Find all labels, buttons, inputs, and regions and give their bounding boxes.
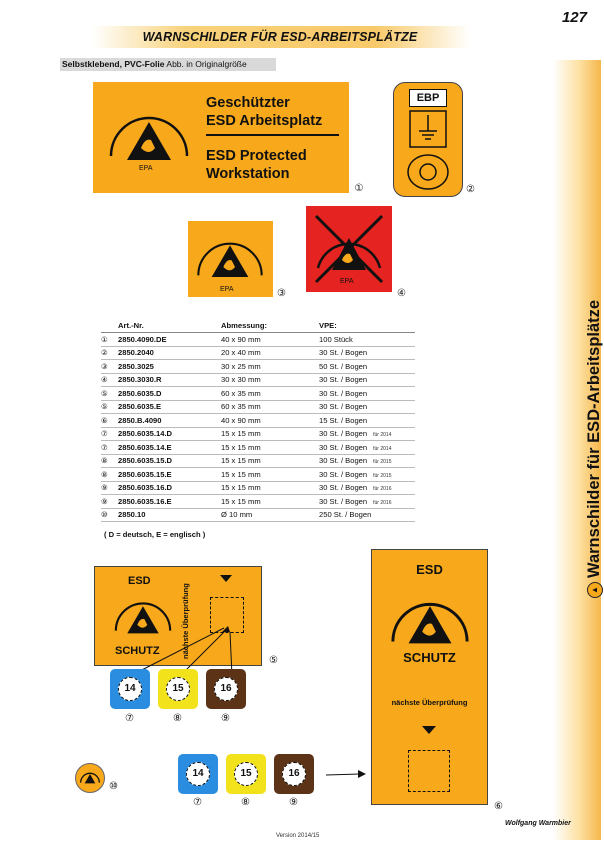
- table-row: [101, 481, 415, 495]
- article-number: [118, 360, 221, 374]
- inspection-sticker: [158, 669, 198, 709]
- vpe: [319, 346, 415, 360]
- sticker-number: ⑦: [193, 797, 202, 808]
- header-title: WARNSCHILDER FÜR ESD-ARBEITSPLÄTZE: [142, 30, 418, 44]
- sign-5-top: ESD: [128, 575, 151, 587]
- article-number-text: 2850.6035.E: [118, 402, 162, 412]
- row-number-text: ②: [101, 348, 108, 358]
- table-row: [101, 373, 415, 387]
- num-6: ⑥: [494, 801, 503, 812]
- dimension-text: 15 x 15 mm: [221, 469, 261, 479]
- sign-4-epa: EPA: [340, 278, 354, 285]
- num-5: ⑤: [269, 655, 278, 666]
- sticker-year: 15: [172, 683, 184, 694]
- dimension: [221, 373, 319, 387]
- sign-6: [371, 549, 488, 805]
- article-number-text: 2850.6035.15.D: [118, 456, 173, 466]
- row-number-text: ⑥: [101, 415, 108, 425]
- sticker-clock-ring: [166, 677, 190, 701]
- vpe: [319, 454, 415, 468]
- sticker-number: ⑦: [125, 713, 134, 724]
- sign-1-line1: Geschützter: [206, 95, 290, 111]
- sticker-year: 14: [192, 768, 204, 779]
- dimension: [221, 481, 319, 495]
- article-number: [118, 441, 221, 455]
- dimension-text: 30 x 30 mm: [221, 375, 261, 385]
- row-number-text: ⑨: [101, 483, 108, 493]
- article-number-text: 2850.6035.14.E: [118, 442, 172, 452]
- article-number-text: 2850.3025: [118, 361, 154, 371]
- table-header: [101, 320, 118, 333]
- dimension: [221, 387, 319, 401]
- vpe-text: 250 St. / Bogen: [319, 510, 372, 520]
- dimension: [221, 346, 319, 360]
- vpe: [319, 333, 415, 347]
- row-number: [101, 454, 118, 468]
- subheader-normal: Abb. in Originalgröße: [166, 59, 247, 69]
- article-number: [118, 346, 221, 360]
- sticker-clock-ring: [282, 762, 306, 786]
- row-number-text: ④: [101, 375, 108, 385]
- version-text: Version 2014/15: [276, 833, 320, 839]
- table-header: Art.-Nr.: [118, 320, 221, 333]
- dimension: [221, 400, 319, 414]
- num-2: ②: [466, 184, 475, 195]
- vpe-text: 30 St. / Bogen: [319, 456, 368, 466]
- vpe-text: 30 St. / Bogen: [319, 429, 368, 439]
- article-number-text: 2850.4090.DE: [118, 334, 167, 344]
- row-number-text: ①: [101, 334, 108, 344]
- inspection-sticker: [206, 669, 246, 709]
- subheader: [62, 59, 247, 69]
- row-number-text: ⑤: [101, 402, 108, 412]
- row-number-text: ③: [101, 361, 108, 371]
- article-number-text: 2850.10: [118, 510, 146, 520]
- sign-4: [306, 206, 392, 292]
- dimension-text: 40 x 90 mm: [221, 415, 261, 425]
- vpe-text: 30 St. / Bogen: [319, 469, 368, 479]
- row-number: [101, 387, 118, 401]
- sign-3-epa: EPA: [220, 286, 234, 293]
- sticker-number: ⑨: [289, 797, 298, 808]
- sign-5-vertical: nächste Überprüfung: [181, 583, 190, 659]
- sign-2: [393, 82, 463, 197]
- row-number: [101, 400, 118, 414]
- dimension: [221, 454, 319, 468]
- row-number: [101, 414, 118, 428]
- article-number-text: 2850.6035.14.D: [118, 429, 173, 439]
- article-number: [118, 400, 221, 414]
- round-sticker-10: [75, 763, 105, 793]
- sticker-year: 14: [124, 683, 136, 694]
- sticker-year: 16: [288, 768, 300, 779]
- year-note: für 2014: [373, 432, 392, 439]
- sticker-year: 15: [240, 768, 252, 779]
- dimension: [221, 333, 319, 347]
- num-3: ③: [277, 288, 286, 299]
- sign-1-divider: [206, 134, 339, 136]
- row-number-text: ⑧: [101, 456, 108, 466]
- article-number-text: 2850.6035.16.E: [118, 496, 172, 506]
- side-title-text: Warnschilder für ESD-Arbeitsplätze: [585, 299, 603, 578]
- dimension-text: 15 x 15 mm: [221, 456, 261, 466]
- epa-symbol-icon: [76, 764, 104, 792]
- vpe-text: 100 Stück: [319, 334, 353, 344]
- row-number: [101, 495, 118, 509]
- num-1: ①: [354, 183, 364, 194]
- vpe-text: 15 St. / Bogen: [319, 415, 368, 425]
- table-row: [101, 427, 415, 441]
- table-row: [101, 468, 415, 482]
- row-number: [101, 468, 118, 482]
- year-note: für 2016: [373, 486, 392, 493]
- dimension: [221, 495, 319, 509]
- year-note: für 2016: [373, 499, 392, 506]
- sign-2-label: EBP: [409, 89, 447, 107]
- sticker-clock-ring: [186, 762, 210, 786]
- article-number: [118, 468, 221, 482]
- article-number: [118, 373, 221, 387]
- dimension-text: 15 x 15 mm: [221, 496, 261, 506]
- sticker-number: ⑧: [241, 797, 250, 808]
- vpe-text: 30 St. / Bogen: [319, 402, 368, 412]
- table-row: [101, 333, 415, 347]
- vpe-text: 30 St. / Bogen: [319, 375, 368, 385]
- socket-icon: [406, 153, 450, 191]
- table-header: VPE:: [319, 320, 415, 333]
- row-number: [101, 481, 118, 495]
- ground-icon: [408, 109, 448, 149]
- year-note: für 2014: [373, 445, 392, 452]
- sign-1-epa: EPA: [139, 165, 153, 172]
- sticker-placeholder: [408, 750, 450, 792]
- sticker-number: ⑧: [173, 713, 182, 724]
- sign-6-bottom: SCHUTZ: [403, 650, 456, 665]
- epa-symbol-icon: [195, 227, 265, 287]
- sign-1: [93, 82, 349, 193]
- vpe-text: 50 St. / Bogen: [319, 361, 368, 371]
- vpe: [319, 373, 415, 387]
- article-number: [118, 454, 221, 468]
- row-number: [101, 373, 118, 387]
- sign-6-check: nächste Überprüfung: [391, 698, 468, 707]
- table-row: [101, 387, 415, 401]
- table-header-row: [101, 320, 415, 333]
- vpe: [319, 360, 415, 374]
- row-number: [101, 333, 118, 347]
- dimension-text: 30 x 25 mm: [221, 361, 261, 371]
- epa-prohibited-icon: [312, 212, 386, 286]
- dimension-text: 15 x 15 mm: [221, 429, 261, 439]
- article-number: [118, 481, 221, 495]
- subheader-bold: Selbstklebend, PVC-Folie: [62, 59, 165, 69]
- article-number: [118, 387, 221, 401]
- vpe: [319, 414, 415, 428]
- article-number-text: 2850.2040: [118, 348, 154, 358]
- table-row: [101, 508, 415, 522]
- dimension-text: 15 x 15 mm: [221, 442, 261, 452]
- triangle-down-icon: [422, 726, 436, 734]
- vpe-text: 30 St. / Bogen: [319, 348, 368, 358]
- sticker-year: 16: [220, 683, 232, 694]
- vpe-text: 30 St. / Bogen: [319, 496, 368, 506]
- sticker-number: ⑨: [221, 713, 230, 724]
- dimension: [221, 414, 319, 428]
- num-10: ⑩: [109, 781, 118, 792]
- sign-3: [188, 221, 273, 297]
- table-row: [101, 454, 415, 468]
- article-number: [118, 495, 221, 509]
- sign-1-line4: Workstation: [206, 166, 290, 182]
- table-row: [101, 495, 415, 509]
- dimension: [221, 468, 319, 482]
- dimension: [221, 508, 319, 522]
- inspection-sticker: [274, 754, 314, 794]
- sign-6-top: ESD: [416, 562, 443, 577]
- table-row: [101, 414, 415, 428]
- dimension: [221, 360, 319, 374]
- row-number: [101, 427, 118, 441]
- vpe: [319, 400, 415, 414]
- num-4: ④: [397, 288, 406, 299]
- dimension-text: 20 x 40 mm: [221, 348, 261, 358]
- row-number-text: ⑩: [101, 510, 108, 520]
- table-row: [101, 400, 415, 414]
- vpe: [319, 468, 415, 482]
- side-title: [585, 300, 604, 598]
- inspection-sticker: [226, 754, 266, 794]
- inspection-sticker: [178, 754, 218, 794]
- table-header: Abmessung:: [221, 320, 319, 333]
- dimension-text: 40 x 90 mm: [221, 334, 261, 344]
- row-number-text: ⑧: [101, 469, 108, 479]
- article-number-text: 2850.6035.15.E: [118, 469, 172, 479]
- vpe-text: 30 St. / Bogen: [319, 442, 368, 452]
- year-note: für 2015: [373, 472, 392, 479]
- sticker-clock-ring: [214, 677, 238, 701]
- row-number-text: ⑤: [101, 388, 108, 398]
- row-number: [101, 346, 118, 360]
- dimension: [221, 427, 319, 441]
- vpe: [319, 508, 415, 522]
- side-esd-icon: ▲: [587, 582, 603, 598]
- article-number-text: 2850.6035.16.D: [118, 483, 173, 493]
- article-number-text: 2850.B.4090: [118, 415, 162, 425]
- vpe: [319, 427, 415, 441]
- vpe-text: 30 St. / Bogen: [319, 483, 368, 493]
- dimension-text: Ø 10 mm: [221, 510, 253, 520]
- sticker-clock-ring: [118, 677, 142, 701]
- page-number: 127: [561, 9, 587, 26]
- brand-logo: [505, 820, 571, 827]
- vpe: [319, 495, 415, 509]
- vpe: [319, 441, 415, 455]
- row-number-text: ⑦: [101, 429, 108, 439]
- row-number-text: ⑦: [101, 442, 108, 452]
- sticker-clock-ring: [234, 762, 258, 786]
- sign-5-bottom: SCHUTZ: [115, 645, 160, 657]
- table-row: [101, 441, 415, 455]
- article-number: [118, 333, 221, 347]
- row-number: [101, 508, 118, 522]
- row-number-text: ⑨: [101, 496, 108, 506]
- article-number: [118, 508, 221, 522]
- legend: ( D = deutsch, E = englisch ): [104, 530, 206, 539]
- article-number-text: 2850.6035.D: [118, 388, 162, 398]
- dimension: [221, 441, 319, 455]
- sign-1-line2: ESD Arbeitsplatz: [206, 113, 323, 129]
- table-row: [101, 360, 415, 374]
- article-table: [101, 320, 415, 522]
- dimension-text: 60 x 35 mm: [221, 388, 261, 398]
- logo-text: Wolfgang Warmbier: [505, 820, 571, 827]
- dimension-text: 60 x 35 mm: [221, 402, 261, 412]
- epa-symbol-icon: [389, 580, 471, 658]
- vpe-text: 30 St. / Bogen: [319, 388, 368, 398]
- table-row: [101, 346, 415, 360]
- inspection-sticker: [110, 669, 150, 709]
- vpe: [319, 387, 415, 401]
- row-number: [101, 360, 118, 374]
- sign-1-line3: ESD Protected: [206, 148, 307, 164]
- row-number: [101, 441, 118, 455]
- arrow-right-icon: [326, 770, 366, 780]
- article-number-text: 2850.3030.R: [118, 375, 162, 385]
- article-number: [118, 427, 221, 441]
- year-note: für 2015: [373, 459, 392, 466]
- vpe: [319, 481, 415, 495]
- dimension-text: 15 x 15 mm: [221, 483, 261, 493]
- article-number: [118, 414, 221, 428]
